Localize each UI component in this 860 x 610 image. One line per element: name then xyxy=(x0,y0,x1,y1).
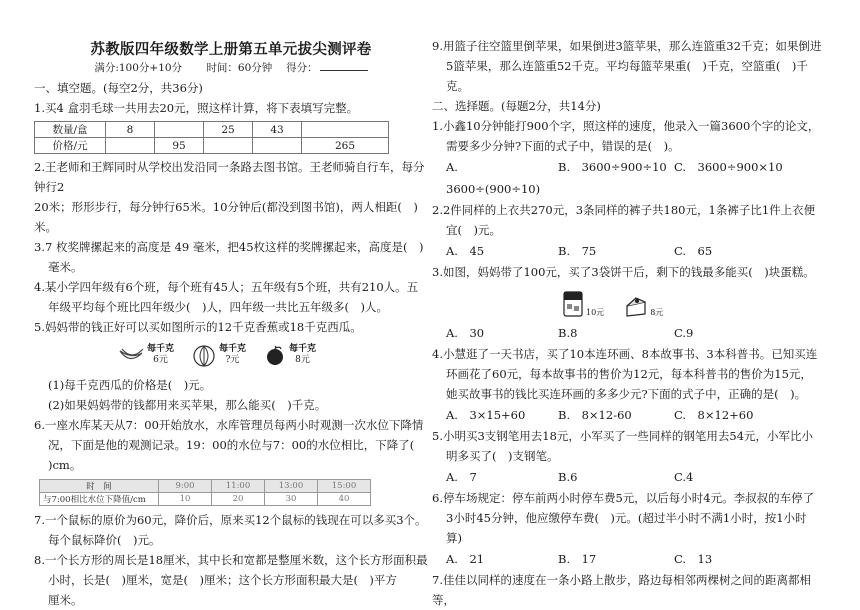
option-b[interactable]: B.8 xyxy=(558,326,578,340)
banana-item xyxy=(118,344,174,366)
c7-line1: 7.佳佳以同样的速度在一条小路上散步，路边每相邻两棵树之间的距离都相等， xyxy=(432,573,811,607)
left-column xyxy=(34,0,428,610)
table-cell[interactable] xyxy=(155,122,204,138)
c1-options xyxy=(432,156,832,200)
cake-item xyxy=(624,296,663,318)
option-a[interactable]: A. 3600÷(900÷10) xyxy=(446,160,541,196)
option-a[interactable]: A. 30 xyxy=(446,326,485,340)
q6-line1: 6.一座水库某天从7：00开始放水，水库管理员每两小时观测一次水位下降情 xyxy=(34,418,424,432)
fruit-price: 6元 xyxy=(153,355,168,365)
cake-icon xyxy=(624,296,648,318)
q4-line2: 年级平均每个班比四年级少( )人，四年级一共比五年级多( )人。 xyxy=(48,300,388,314)
table-cell: 8 xyxy=(106,122,155,138)
q4-line1: 4.某小学四年级有6个班，每个班有45人；五年级有5个班，共有210人。五 xyxy=(34,280,419,294)
time-limit: 时间：60分钟 xyxy=(206,62,273,74)
q6-line2: 况，下面是他的观测记录。19：00的水位与7：00的水位相比，下降了( xyxy=(48,438,415,452)
c6-options xyxy=(432,548,832,570)
c4-line3: 她买故事书的钱比买连环画的多多少元?下面的式子中，正确的是( )。 xyxy=(446,387,807,401)
q5-sub2: (2)如果妈妈带的钱都用来买苹果，那么能买( )千克。 xyxy=(48,398,327,412)
q7-line1: 7.一个鼠标的原价为60元，降价后，原来买12个鼠标的钱现在可以多买3个。 xyxy=(34,513,427,527)
apple-icon xyxy=(264,344,286,366)
score-label: 得分： xyxy=(286,62,318,74)
q7-line2: 每个鼠标降价( )元。 xyxy=(48,533,161,547)
biscuit-price: 10元 xyxy=(586,308,605,317)
q8-line1: 8.一个长方形的周长是18厘米，其中长和宽都是整厘米数，这个长方形面积最 xyxy=(34,553,428,567)
option-c[interactable]: C. 13 xyxy=(674,552,713,566)
fruit-label: 每千克 xyxy=(289,344,317,354)
c4-line2: 环画花了60元，每本故事书的售价为12元，每本科普书的售价为15元， xyxy=(446,367,812,381)
c3-text: 3.如图，妈妈带了100元，买了3袋饼干后，剩下的钱最多能买( )块蛋糕。 xyxy=(432,265,815,279)
q1-text: 1.买4 盒羽毛球一共用去20元，照这样计算，将下表填写完整。 xyxy=(34,101,359,115)
c3-images xyxy=(562,286,832,318)
q3-line1: 3.7 枚奖牌摞起来的高度是 49 毫米，把45枚这样的奖牌摞起来，高度是( ) xyxy=(34,240,424,254)
table-cell: 20 xyxy=(212,493,265,506)
option-c[interactable]: C. 3600÷900×10 xyxy=(674,160,783,174)
table-cell: 40 xyxy=(318,493,371,506)
table-cell: 11:00 xyxy=(212,480,265,493)
q6-line3: )cm。 xyxy=(48,458,82,472)
biscuit-item xyxy=(562,290,604,318)
fruit-price: ?元 xyxy=(225,355,240,365)
c6-line3: 算) xyxy=(446,531,462,545)
table-cell[interactable] xyxy=(302,122,389,138)
option-a[interactable]: A. 7 xyxy=(446,470,477,484)
water-level-table xyxy=(39,479,371,506)
q8-line2: 小时，长是( )厘米，宽是( )厘米；这个长方形面积最大是( )平方 xyxy=(48,573,397,587)
option-c[interactable]: C. 65 xyxy=(674,244,713,258)
option-a[interactable]: A. 45 xyxy=(446,244,485,258)
option-b[interactable]: B. 17 xyxy=(558,552,597,566)
option-c[interactable]: C.4 xyxy=(674,470,694,484)
banana-icon xyxy=(118,345,144,365)
table-cell[interactable] xyxy=(253,138,302,154)
fruit-price-images xyxy=(118,341,428,369)
q3-line2: 毫米。 xyxy=(48,260,83,274)
section2-heading: 二、选择题。(每题2分，共14分) xyxy=(432,99,601,113)
table-cell: 25 xyxy=(204,122,253,138)
right-column xyxy=(432,36,832,610)
full-marks: 满分:100分+10分 xyxy=(94,62,183,74)
option-b[interactable]: B. 3600÷900÷10 xyxy=(558,160,667,174)
watermelon-icon xyxy=(192,343,216,367)
q9-line3: 克。 xyxy=(446,79,469,93)
option-b[interactable]: B.6 xyxy=(558,470,578,484)
option-c[interactable]: C.9 xyxy=(674,326,694,340)
c1-line1: 1.小鑫10分钟能打900个字，照这样的速度，他录入一篇3600个字的论文， xyxy=(432,119,820,133)
q9-line1: 9.用篮子往空篮里倒苹果，如果倒进3篮苹果，那么连篮重32千克；如果倒进 xyxy=(432,39,822,53)
biscuit-bag-icon xyxy=(562,290,584,318)
fruit-label: 每千克 xyxy=(219,344,247,354)
table-row-label: 价格/元 xyxy=(35,138,106,154)
option-c[interactable]: C. 8×12+60 xyxy=(674,408,754,422)
c5-options xyxy=(432,466,832,488)
c4-line1: 4.小慧逛了一天书店，买了10本连环画、8本故事书、3本科普书。已知买连 xyxy=(432,347,818,361)
page-title: 苏教版四年级数学上册第五单元拔尖测评卷 xyxy=(90,41,372,58)
c5-line1: 5.小明买3支钢笔用去18元，小军买了一些同样的钢笔用去54元，小军比小 xyxy=(432,429,814,443)
c3-options xyxy=(432,322,832,344)
q9-line2: 5篮苹果，那么连篮重52千克。平均每篮苹果重( )千克，空篮重( )千 xyxy=(446,59,808,73)
score-blank[interactable] xyxy=(320,60,368,71)
watermelon-item xyxy=(192,343,246,367)
option-a[interactable]: A. 3×15+60 xyxy=(446,408,526,422)
fruit-label: 每千克 xyxy=(147,344,175,354)
q2-line2: 20米；形形步行，每分钟行65米。10分钟后(都没到图书馆)，两人相距( )米。 xyxy=(34,200,418,234)
cake-price: 8元 xyxy=(650,308,664,317)
c2-options xyxy=(432,240,832,262)
table-cell: 43 xyxy=(253,122,302,138)
table-cell[interactable] xyxy=(204,138,253,154)
table-cell: 30 xyxy=(265,493,318,506)
c1-line2: 需要多少分钟?下面的式子中，错误的是( )。 xyxy=(446,139,680,153)
q5-sub1: (1)每千克西瓜的价格是( )元。 xyxy=(48,378,212,392)
section1-heading: 一、填空题。(每空2分，共36分) xyxy=(34,81,203,95)
table-row-label: 时 间 xyxy=(40,480,159,493)
q5-text: 5.妈妈带的钱正好可以买如图所示的12千克香蕉或18千克西瓜。 xyxy=(34,320,362,334)
table-cell[interactable] xyxy=(106,138,155,154)
table-cell: 13:00 xyxy=(265,480,318,493)
exam-meta xyxy=(34,60,428,78)
option-a[interactable]: A. 21 xyxy=(446,552,485,566)
q1-table xyxy=(34,121,389,154)
table-row-label: 与7:00相比水位下降值/cm xyxy=(40,493,159,506)
apple-item xyxy=(264,344,316,366)
option-b[interactable]: B. 75 xyxy=(558,244,597,258)
c2-line1: 2.2件同样的上衣共270元，3条同样的裤子共180元，1条裤子比1件上衣便 xyxy=(432,203,816,217)
c4-options xyxy=(432,404,832,426)
c2-line2: 宜( )元。 xyxy=(446,223,501,237)
table-cell: 10 xyxy=(159,493,212,506)
q8-line3: 厘米。 xyxy=(48,593,83,607)
table-cell: 15:00 xyxy=(318,480,371,493)
c5-line2: 明多买了( )支钢笔。 xyxy=(446,449,559,463)
c6-line1: 6.停车场规定：停车前两小时停车费5元，以后每小时4元。李叔叔的车停了 xyxy=(432,491,815,505)
table-row-label: 数量/盒 xyxy=(35,122,106,138)
table-cell: 265 xyxy=(302,138,389,154)
c6-line2: 3小时45分钟，他应缴停车费( )元。(超过半小时不满1小时，按1小时 xyxy=(446,511,807,525)
fruit-price: 8元 xyxy=(295,355,310,365)
table-cell: 95 xyxy=(155,138,204,154)
option-b[interactable]: B. 8×12-60 xyxy=(558,408,632,422)
q2-line1: 2.王老师和王辉同时从学校出发沿同一条路去图书馆。王老师骑自行车，每分钟行2 xyxy=(34,160,425,194)
table-cell: 9:00 xyxy=(159,480,212,493)
